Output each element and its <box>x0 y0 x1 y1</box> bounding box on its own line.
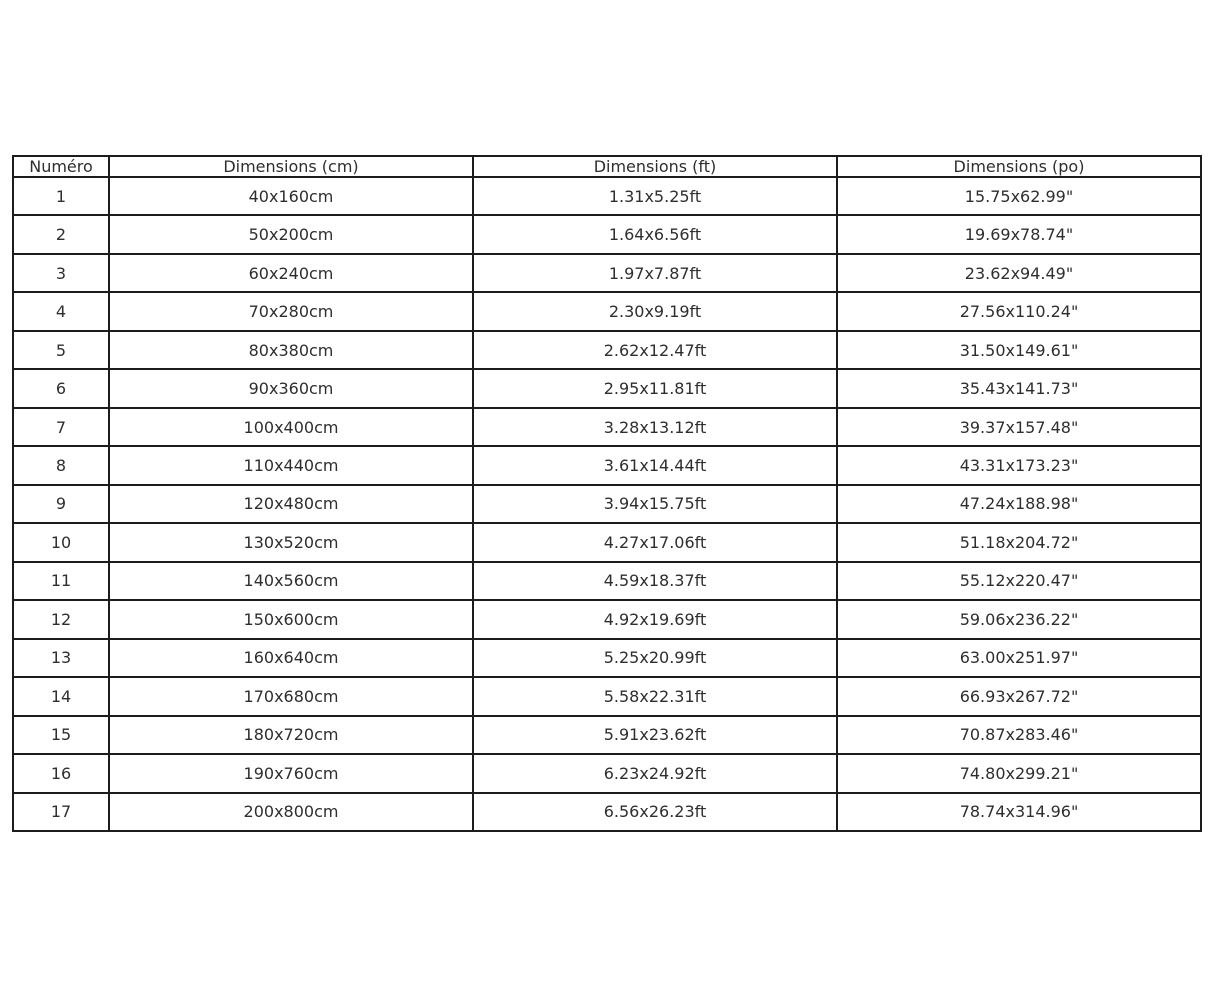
cell-cm: 150x600cm <box>109 600 473 638</box>
cell-po: 47.24x188.98" <box>837 485 1201 523</box>
cell-num: 13 <box>13 639 109 677</box>
cell-num: 11 <box>13 562 109 600</box>
cell-po: 55.12x220.47" <box>837 562 1201 600</box>
cell-po: 78.74x314.96" <box>837 793 1201 832</box>
cell-num: 3 <box>13 254 109 292</box>
table-row <box>13 716 1201 754</box>
cell-num: 7 <box>13 408 109 446</box>
cell-num: 12 <box>13 600 109 638</box>
cell-ft: 2.95x11.81ft <box>473 369 837 407</box>
cell-ft: 3.94x15.75ft <box>473 485 837 523</box>
cell-num: 1 <box>13 177 109 215</box>
cell-cm: 80x380cm <box>109 331 473 369</box>
cell-cm: 110x440cm <box>109 446 473 484</box>
cell-cm: 60x240cm <box>109 254 473 292</box>
cell-ft: 4.27x17.06ft <box>473 523 837 561</box>
table-row <box>13 369 1201 407</box>
dimensions-table <box>12 155 1202 832</box>
cell-cm: 40x160cm <box>109 177 473 215</box>
cell-cm: 130x520cm <box>109 523 473 561</box>
cell-po: 23.62x94.49" <box>837 254 1201 292</box>
cell-num: 17 <box>13 793 109 832</box>
cell-num: 2 <box>13 215 109 253</box>
table-row <box>13 754 1201 792</box>
cell-cm: 170x680cm <box>109 677 473 715</box>
header-row <box>13 156 1201 177</box>
table-body <box>13 177 1201 831</box>
cell-ft: 5.58x22.31ft <box>473 677 837 715</box>
column-header-ft: Dimensions (ft) <box>473 156 837 177</box>
cell-ft: 6.23x24.92ft <box>473 754 837 792</box>
table-row <box>13 600 1201 638</box>
cell-num: 14 <box>13 677 109 715</box>
cell-po: 51.18x204.72" <box>837 523 1201 561</box>
cell-po: 27.56x110.24" <box>837 292 1201 330</box>
table-row <box>13 408 1201 446</box>
cell-po: 19.69x78.74" <box>837 215 1201 253</box>
table-row <box>13 446 1201 484</box>
table-row <box>13 292 1201 330</box>
cell-cm: 70x280cm <box>109 292 473 330</box>
cell-cm: 200x800cm <box>109 793 473 832</box>
cell-cm: 90x360cm <box>109 369 473 407</box>
column-header-cm: Dimensions (cm) <box>109 156 473 177</box>
cell-cm: 120x480cm <box>109 485 473 523</box>
cell-cm: 50x200cm <box>109 215 473 253</box>
table-row <box>13 793 1201 832</box>
cell-cm: 100x400cm <box>109 408 473 446</box>
cell-ft: 3.61x14.44ft <box>473 446 837 484</box>
cell-cm: 140x560cm <box>109 562 473 600</box>
cell-ft: 2.30x9.19ft <box>473 292 837 330</box>
table-row <box>13 485 1201 523</box>
cell-num: 8 <box>13 446 109 484</box>
cell-num: 5 <box>13 331 109 369</box>
cell-ft: 2.62x12.47ft <box>473 331 837 369</box>
cell-po: 70.87x283.46" <box>837 716 1201 754</box>
cell-ft: 1.64x6.56ft <box>473 215 837 253</box>
table-row <box>13 639 1201 677</box>
cell-ft: 1.31x5.25ft <box>473 177 837 215</box>
table-row <box>13 523 1201 561</box>
table-row <box>13 677 1201 715</box>
table-row <box>13 331 1201 369</box>
column-header-numero: Numéro <box>13 156 109 177</box>
cell-po: 74.80x299.21" <box>837 754 1201 792</box>
cell-ft: 1.97x7.87ft <box>473 254 837 292</box>
cell-ft: 6.56x26.23ft <box>473 793 837 832</box>
cell-num: 6 <box>13 369 109 407</box>
cell-po: 39.37x157.48" <box>837 408 1201 446</box>
cell-num: 9 <box>13 485 109 523</box>
table-row <box>13 254 1201 292</box>
column-header-po: Dimensions (po) <box>837 156 1201 177</box>
table-header <box>13 156 1201 177</box>
cell-po: 35.43x141.73" <box>837 369 1201 407</box>
cell-ft: 5.25x20.99ft <box>473 639 837 677</box>
cell-po: 43.31x173.23" <box>837 446 1201 484</box>
cell-po: 63.00x251.97" <box>837 639 1201 677</box>
cell-po: 59.06x236.22" <box>837 600 1201 638</box>
cell-cm: 160x640cm <box>109 639 473 677</box>
cell-ft: 4.59x18.37ft <box>473 562 837 600</box>
cell-po: 15.75x62.99" <box>837 177 1201 215</box>
cell-num: 15 <box>13 716 109 754</box>
cell-cm: 190x760cm <box>109 754 473 792</box>
cell-po: 31.50x149.61" <box>837 331 1201 369</box>
cell-num: 10 <box>13 523 109 561</box>
cell-ft: 3.28x13.12ft <box>473 408 837 446</box>
cell-cm: 180x720cm <box>109 716 473 754</box>
cell-num: 4 <box>13 292 109 330</box>
cell-po: 66.93x267.72" <box>837 677 1201 715</box>
table-row <box>13 215 1201 253</box>
cell-num: 16 <box>13 754 109 792</box>
cell-ft: 5.91x23.62ft <box>473 716 837 754</box>
table-row <box>13 177 1201 215</box>
cell-ft: 4.92x19.69ft <box>473 600 837 638</box>
table-row <box>13 562 1201 600</box>
